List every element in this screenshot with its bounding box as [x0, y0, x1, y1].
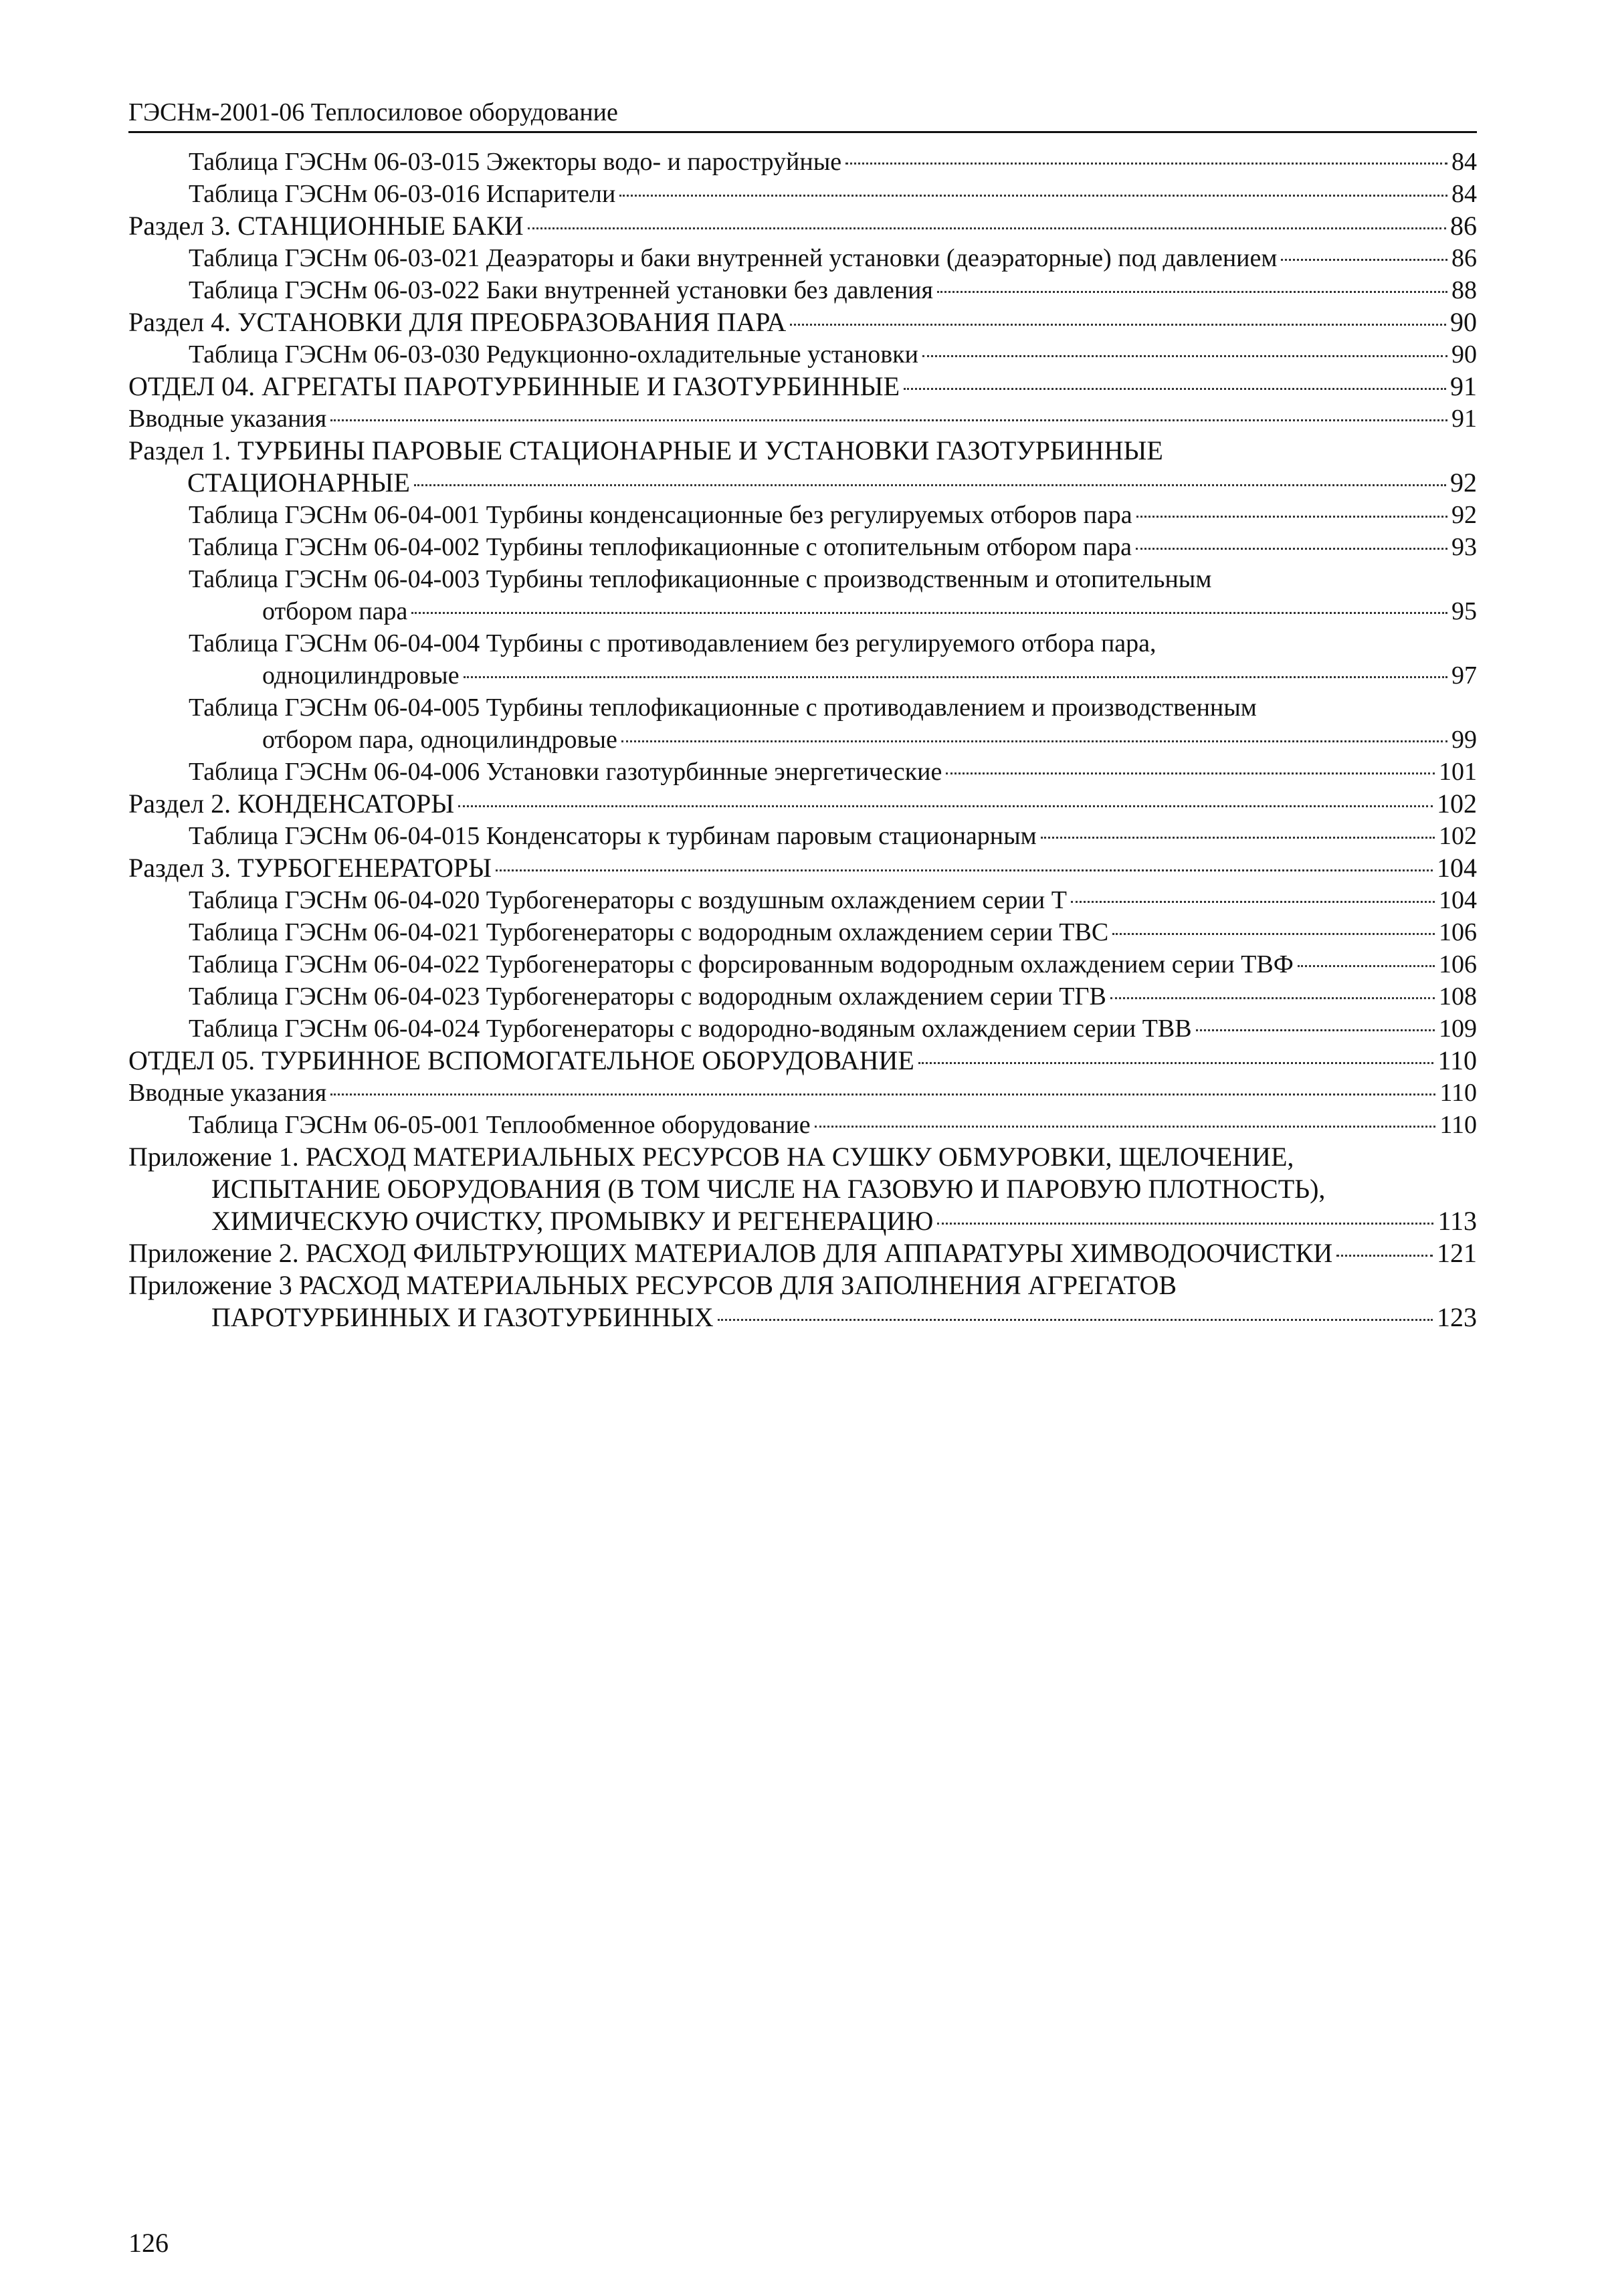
toc-entry-title: ПАРОТУРБИННЫХ И ГАЗОТУРБИННЫХ [211, 1302, 714, 1332]
toc-entry-title: Приложение 2. РАСХОД ФИЛЬТРУЮЩИХ МАТЕРИАЛОВ ДЛЯ АППАРАТУРЫ ХИМВОДООЧИСТКИ [128, 1238, 1333, 1268]
toc-entry-title: Вводные указания [128, 405, 327, 433]
toc-entry-page: 108 [1439, 982, 1477, 1011]
toc-entry-title: Таблица ГЭСНм 06-04-002 Турбины теплофикационные с отопительным отбором пара [189, 533, 1132, 561]
toc-entry-page: 109 [1439, 1015, 1477, 1043]
dot-leader [1136, 516, 1447, 518]
toc-entry-title: СТАЦИОНАРНЫЕ [187, 467, 410, 498]
dot-leader [1112, 933, 1435, 935]
dot-leader [458, 805, 1433, 807]
toc-entry-page: 110 [1437, 1045, 1477, 1075]
toc-entry-title: Вводные указания [128, 1079, 327, 1107]
toc-entry-title: ИСПЫТАНИЕ ОБОРУДОВАНИЯ (В ТОМ ЧИСЛЕ НА ГАЗОВУЮ И ПАРОВУЮ ПЛОТНОСТЬ), [211, 1174, 1326, 1204]
dot-leader [1041, 837, 1435, 839]
toc-entry-title: Таблица ГЭСНм 06-04-015 Конденсаторы к турбинам паровым стационарным [189, 822, 1037, 850]
toc-entry [128, 178, 1477, 210]
toc-entry [128, 274, 1477, 306]
toc-entry-title: Таблица ГЭСНм 06-05-001 Теплообменное оборудование [189, 1111, 811, 1139]
toc-entry-title: ОТДЕЛ 05. ТУРБИННОЕ ВСПОМОГАТЕЛЬНОЕ ОБОРУДОВАНИЕ [128, 1045, 914, 1075]
toc-entry-page: 91 [1451, 405, 1477, 433]
toc-entry [128, 724, 1477, 756]
toc-entry-title: Раздел 1. ТУРБИНЫ ПАРОВЫЕ СТАЦИОНАРНЫЕ И УСТАНОВКИ ГАЗОТУРБИННЫЕ [128, 435, 1163, 465]
dot-leader [918, 1062, 1434, 1064]
toc-entry-title: одноцилиндровые [262, 661, 460, 690]
toc-entry-title: Таблица ГЭСНм 06-04-004 Турбины с противодавлением без регулируемого отбора пара, [189, 629, 1157, 657]
dot-leader [922, 355, 1447, 357]
toc-entry-title: Раздел 2. КОНДЕНСАТОРЫ [128, 789, 455, 819]
toc-entry-page: 102 [1439, 822, 1477, 850]
dot-leader [815, 1126, 1436, 1128]
toc-entry-page: 99 [1451, 726, 1477, 754]
toc-entry-title: Таблица ГЭСНм 06-04-006 Установки газотурбинные энергетические [189, 758, 942, 786]
toc-entry-title: Таблица ГЭСНм 06-04-005 Турбины теплофикационные с противодавлением и производственным [189, 694, 1257, 722]
toc-entry-page: 123 [1437, 1302, 1477, 1332]
dot-leader [464, 676, 1447, 678]
toc-entry [128, 306, 1477, 338]
dot-leader [621, 740, 1447, 742]
toc-entry [128, 531, 1477, 563]
toc-entry [128, 852, 1477, 884]
page-number: 126 [128, 2228, 169, 2258]
toc-entry [128, 1077, 1477, 1109]
toc-entry-page: 97 [1451, 661, 1477, 690]
toc-entry-title: Раздел 3. СТАНЦИОННЫЕ БАКИ [128, 211, 524, 241]
toc-entry-page: 104 [1439, 886, 1477, 914]
toc-entry-page: 90 [1450, 307, 1477, 337]
toc-entry-page: 95 [1451, 597, 1477, 625]
dot-leader [718, 1319, 1433, 1321]
toc-entry-page: 113 [1437, 1206, 1477, 1236]
dot-leader [619, 195, 1447, 197]
toc-entry-title: ХИМИЧЕСКУЮ ОЧИСТКУ, ПРОМЫВКУ И РЕГЕНЕРАЦИЮ [211, 1206, 934, 1236]
dot-leader [1136, 548, 1447, 550]
dot-leader [937, 291, 1447, 293]
toc-entry [128, 1301, 1477, 1334]
toc-entry-title: Таблица ГЭСНм 06-04-023 Турбогенераторы с водородным охлаждением серии ТГВ [189, 982, 1106, 1011]
toc-entry-page: 101 [1439, 758, 1477, 786]
toc-entry [128, 403, 1477, 435]
toc-entry [128, 916, 1477, 948]
toc-entry-title: Раздел 4. УСТАНОВКИ ДЛЯ ПРЕОБРАЗОВАНИЯ ПАРА [128, 307, 787, 337]
dot-leader [1281, 259, 1447, 261]
toc-entry-page: 110 [1439, 1111, 1477, 1139]
toc-entry-title: ОТДЕЛ 04. АГРЕГАТЫ ПАРОТУРБИННЫЕ И ГАЗОТУРБИННЫЕ [128, 371, 900, 401]
toc-entry-title: Таблица ГЭСНм 06-04-024 Турбогенераторы с водородно-водяным охлаждением серии ТВВ [189, 1015, 1192, 1043]
toc-entry [128, 1045, 1477, 1077]
toc-entry [128, 210, 1477, 242]
toc-entry [128, 1013, 1477, 1045]
toc-entry-title: Таблица ГЭСНм 06-03-021 Деаэраторы и баки внутренней установки (деаэраторные) под давлением [189, 244, 1278, 272]
toc-entry-title: Таблица ГЭСНм 06-03-022 Баки внутренней установки без давления [189, 276, 933, 304]
toc-entry-page: 93 [1451, 533, 1477, 561]
toc-entry [128, 338, 1477, 371]
toc-entry [128, 1109, 1477, 1141]
dot-leader [1336, 1255, 1433, 1257]
toc-entry [128, 788, 1477, 820]
toc-entry-page: 88 [1451, 276, 1477, 304]
toc-entry [128, 659, 1477, 692]
toc-entry-title: Таблица ГЭСНм 06-03-016 Испарители [189, 180, 616, 208]
dot-leader [904, 388, 1446, 390]
toc-entry [128, 467, 1477, 499]
dot-leader [946, 772, 1435, 774]
toc-entry-title: Приложение 1. РАСХОД МАТЕРИАЛЬНЫХ РЕСУРСОВ НА СУШКУ ОБМУРОВКИ, ЩЕЛОЧЕНИЕ, [128, 1142, 1294, 1172]
dot-leader [411, 612, 1447, 614]
toc-entry-page: 84 [1451, 180, 1477, 208]
toc-entry [128, 146, 1477, 178]
toc-entry [128, 1237, 1477, 1269]
toc-entry [128, 499, 1477, 531]
running-header: ГЭСНм-2001-06 Теплосиловое оборудование [128, 94, 1477, 133]
toc-entry-title: Таблица ГЭСНм 06-04-021 Турбогенераторы с водородным охлаждением серии ТВС [189, 918, 1109, 946]
toc-entry-page: 91 [1450, 371, 1477, 401]
toc-entry [128, 1205, 1477, 1237]
dot-leader [414, 484, 1446, 486]
dot-leader [330, 1093, 1435, 1095]
dot-leader [1196, 1029, 1435, 1031]
toc-entry-title: отбором пара [262, 597, 408, 625]
toc-entry-page: 92 [1450, 467, 1477, 498]
toc-entry [128, 948, 1477, 980]
dot-leader [330, 419, 1447, 421]
toc-entry-title: Таблица ГЭСНм 06-03-030 Редукционно-охладительные установки [189, 340, 918, 369]
dot-leader [937, 1223, 1433, 1225]
toc-entry-page: 90 [1451, 340, 1477, 369]
toc-entry-page: 106 [1439, 918, 1477, 946]
dot-leader [1071, 901, 1435, 903]
toc-entry [128, 756, 1477, 788]
toc-entry-page: 110 [1439, 1079, 1477, 1107]
toc-entry-title: Приложение 3 РАСХОД МАТЕРИАЛЬНЫХ РЕСУРСОВ ДЛЯ ЗАПОЛНЕНИЯ АГРЕГАТОВ [128, 1270, 1177, 1300]
toc-entry-page: 104 [1437, 853, 1477, 883]
dot-leader [496, 869, 1433, 871]
toc-entry-title: Таблица ГЭСНм 06-04-020 Турбогенераторы с воздушным охлаждением серии Т [189, 886, 1067, 914]
toc-entry-title: отбором пара, одноцилиндровые [262, 726, 617, 754]
dot-leader [1110, 997, 1435, 999]
toc-entry-page: 121 [1437, 1238, 1477, 1268]
toc-entry-page: 84 [1451, 148, 1477, 176]
toc-entry-title: Таблица ГЭСНм 06-04-022 Турбогенераторы с форсированным водородным охлаждением серии ТВФ [189, 950, 1294, 978]
toc-entry [128, 595, 1477, 627]
toc-entry [128, 371, 1477, 403]
toc-entry-title: Таблица ГЭСНм 06-04-001 Турбины конденсационные без регулируемых отборов пара [189, 501, 1132, 529]
toc-entry-title: Раздел 3. ТУРБОГЕНЕРАТОРЫ [128, 853, 492, 883]
toc-entry [128, 980, 1477, 1013]
dot-leader [1298, 965, 1435, 967]
toc-entry-page: 86 [1451, 244, 1477, 272]
toc-entry [128, 884, 1477, 916]
dot-leader [845, 163, 1447, 165]
toc-entry-page: 86 [1450, 211, 1477, 241]
toc-entry-page: 102 [1437, 789, 1477, 819]
toc-entry-title: Таблица ГЭСНм 06-04-003 Турбины теплофикационные с производственным и отопительным [189, 565, 1212, 593]
toc-entry [128, 820, 1477, 852]
dot-leader [528, 227, 1446, 229]
toc-entry [128, 242, 1477, 274]
toc-entry-page: 106 [1439, 950, 1477, 978]
dot-leader [790, 324, 1446, 326]
table-of-contents [128, 146, 1477, 1334]
toc-entry-page: 92 [1451, 501, 1477, 529]
toc-entry-title: Таблица ГЭСНм 06-03-015 Эжекторы водо- и пароструйные [189, 148, 842, 176]
